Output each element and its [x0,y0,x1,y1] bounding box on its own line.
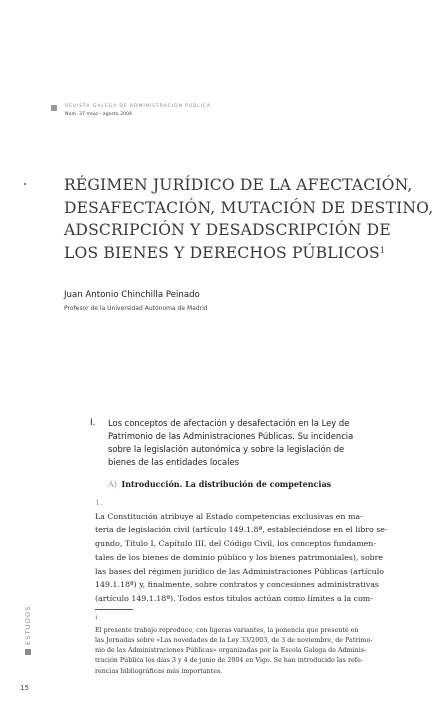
subsection-letter: A) [108,480,117,489]
journal-square-icon [51,105,57,111]
paragraph-line: tales de los bienes de dominio público y los bienes patrimoniales), sobre [95,552,384,562]
body-paragraph [95,496,425,606]
footnote-line: rencias bibliográficas más importantes. [95,667,223,675]
journal-issue: Núm. 37 maio - agosto 2004 [65,112,133,117]
section-heading [108,417,428,469]
footnote-separator [95,609,133,610]
footnote [95,614,425,677]
margin-dot [24,183,26,185]
author-name: Juan Antonio Chinchilla Peinado [64,290,200,300]
paragraph-line: gundo, Título I, Capítulo III, del Código Civil, los conceptos fundamen- [95,539,376,549]
footnote-line: las Jornadas sobre «Las novedades de la Ley 33/2003, de 3 de noviembre, de Patrimo- [95,637,373,645]
footnote-line: nio de las Administraciones Públicas» organizadas por la Escola Galega de Adminis- [95,647,367,655]
footnote-line-text: El presente trabajo reproduce, con ligeras variantes, la ponencia que presenté en [95,627,359,635]
section-number: I. [90,418,96,428]
paragraph-line: 149.1.18ª) y, finalmente, sobre contratos y concesiones administrativas [95,580,379,590]
article-title [64,174,436,264]
side-square-icon [25,649,31,655]
title-line: ADSCRIPCIÓN Y DESADSCRIPCIÓN DE [64,221,391,239]
section-heading-line: sobre la legislación autonómica y sobre la legislación de [108,444,345,454]
side-label-text: ESTUDOS [24,605,32,645]
footnote-mark: 1 [95,616,98,621]
section-heading-line: bienes de las entidades locales [108,457,239,467]
journal-name: REVISTA GALEGA DE ADMINISTRACIÓN PÚBLICA [65,104,211,109]
title-line-last [64,242,436,265]
subsection-heading [108,479,331,489]
paragraph-line-text: La Constitución atribuye al Estado competencias exclusivas en ma- [95,511,363,521]
paragraph-line [95,496,425,523]
title-line-text: LOS BIENES Y DERECHOS PÚBLICOS [64,243,380,262]
footnote-line: tración Pública los días 3 y 4 de junio de 2004 en Vigo. Se han introducido las refe- [95,657,363,665]
page-number: 15 [20,684,29,692]
paragraph-line: (artículo 149.1.18ª). Todos estos títulos actúan como límites a la com- [95,593,373,603]
paragraph-line: las bases del régimen jurídico de las Administraciones Públicas (artículo [95,566,384,576]
author-affiliation: Profesor de la Universidad Autónoma de Madrid [64,305,208,312]
subsection-title: Introducción. La distribución de competencias [121,479,332,489]
section-heading-line: Patrimonio de las Administraciones Públicas. Su incidencia [108,431,354,441]
section-heading-line: Los conceptos de afectación y desafectación en la Ley de [108,418,350,428]
section-side-label [24,565,34,655]
footnote-line [95,614,425,636]
paragraph-line: teria de legislación civil (artículo 149.1.8ª, estableciéndose en el libro se- [95,525,388,535]
title-line: DESAFECTACIÓN, MUTACIÓN DE DESTINO, [64,198,434,217]
title-footnote-mark[interactable]: 1 [379,245,386,255]
title-line: RÉGIMEN JURÍDICO DE LA AFECTACIÓN, [64,176,413,194]
paragraph-number: 1. [95,498,103,507]
